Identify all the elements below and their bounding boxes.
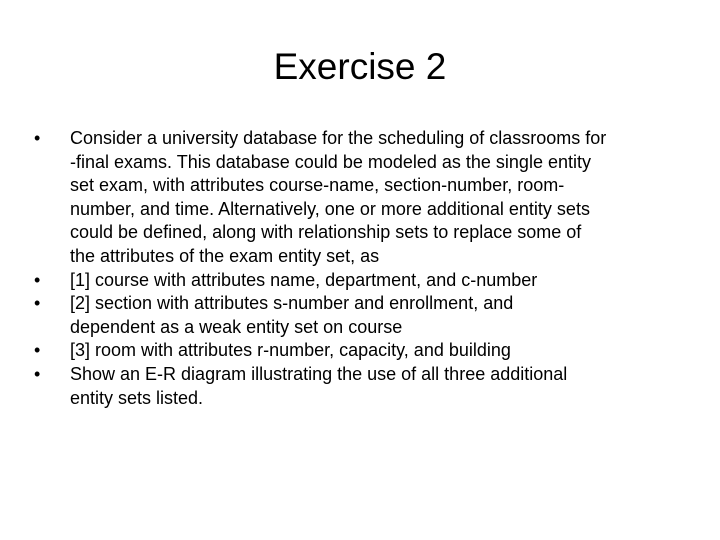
bullet-item-2: [34, 269, 684, 293]
bullet-text: [3] room with attributes r-number, capacity, and building: [70, 340, 511, 361]
bullet-item-4: [34, 339, 684, 363]
bullet-marker: •: [34, 340, 41, 361]
bullet-text: [2] section with attributes s-number and enrollment, and dependent as a weak entity set on course: [70, 293, 514, 337]
bullet-list: [34, 127, 684, 410]
bullet-marker: •: [34, 128, 41, 148]
bullet-text: [1] course with attributes name, department, and c-number: [70, 269, 538, 290]
bullet-marker: •: [34, 363, 41, 384]
bullet-item-5: [34, 363, 684, 410]
bullet-text: Consider a university database for the scheduling of classrooms for ‑final exams. This database could be modeled as the single entity set exam, with attributes course-name, section-number, room- number, and time. Alternatively, one or more additional entity sets could be defined, along with relationship sets to replace some of the attributes of the exam entity set, as: [70, 128, 607, 266]
bullet-item-1: [34, 127, 684, 269]
bullet-marker: •: [34, 269, 41, 290]
bullet-item-3: [34, 292, 684, 339]
slide-title: Exercise 2: [273, 46, 447, 87]
bullet-text: Show an E-R diagram illustrating the use of all three additional entity sets listed.: [70, 363, 568, 408]
bullet-marker: •: [34, 293, 41, 314]
